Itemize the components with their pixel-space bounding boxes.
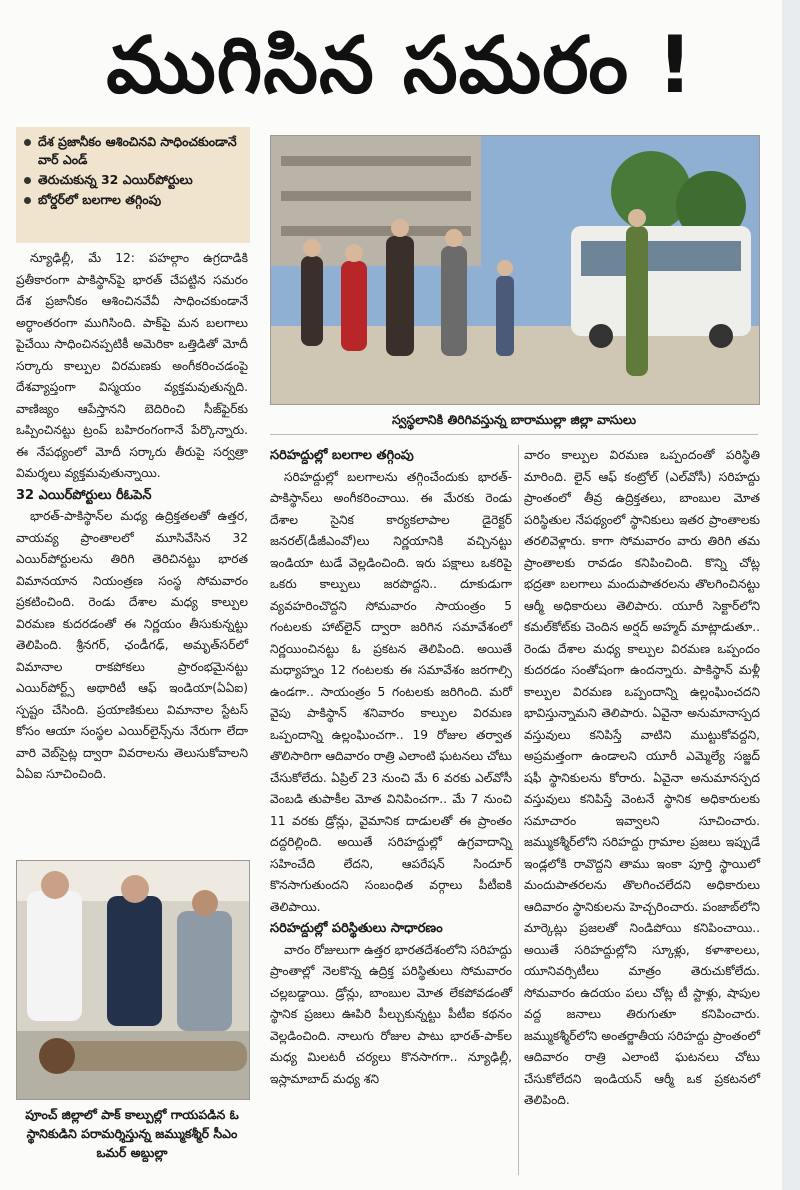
highlight-text: తెరుచుకున్న 32 ఎయిర్‌పోర్టులు bbox=[38, 172, 193, 187]
article-column-1 bbox=[16, 248, 248, 786]
bullet-icon bbox=[24, 177, 31, 184]
lead-paragraph: న్యూఢిల్లీ, మే 12: పహల్గాం ఉగ్రదాడికి ప్రతీకారంగా పాకిస్థాన్‌పై భారత్ చేపట్టిన సమరం దేశ ప్రజానీకం ఆశించినవేవీ సాధించకుండానే అర్ధాంతరంగా ముగిసింది. పాక్‌పై మన బలగాలు పైచేయి సాధించినప్పటికీ అమెరికా ఒత్తిడితో మోదీ సర్కారు కాల్పుల విరమణకు అంగీకరించడంపై దేశవ్యాప్తంగా విస్మయం వ్యక్తమవుతున్నది. వాణిజ్యం ఆపేస్తానని బెదిరించి సీజ్‌ఫైర్‌కు ఒప్పించినట్టు ట్రంప్ బహిరంగంగానే పేర్కొన్నారు. ఈ నేపథ్యంలో మోదీ సర్కారు తీరుపై సర్వత్రా విమర్శలు వ్యక్తమవుతున్నాయి. bbox=[16, 251, 248, 480]
subheading-border-forces: సరిహద్దుల్లో బలగాల తగ్గింపు bbox=[270, 448, 414, 463]
highlight-text: బోర్డర్‌లో బలగాల తగ్గింపు bbox=[38, 192, 162, 207]
small-photo-caption: పూంచ్ జిల్లాలో పాక్ కాల్పుల్లో గాయపడిన ఓ స్థానికుడిని పరామర్శిస్తున్న జమ్ముకశ్మీర్ సీఎం ఒమర్ అబ్దుల్లా bbox=[25, 1107, 239, 1160]
photo-illustration bbox=[271, 136, 759, 404]
divider bbox=[270, 434, 758, 435]
highlights-box bbox=[16, 127, 250, 243]
subheading-normal-conditions: సరిహద్దుల్లో పరిస్థితులు సాధారణం bbox=[270, 921, 443, 936]
paragraph-continued: వారం కాల్పుల విరమణ ఒప్పందంతో పరిస్థితి మారింది. లైన్ ఆఫ్ కంట్రోల్ (ఎల్‌వోసీ) సరిహద్దు ప్రాంతంలో తీవ్ర ఉద్రిక్తతలు, బాంబుల మోత పరిస్థితుల నేపథ్యంలో స్థానికులు ఇతర ప్రాంతాలకు తరలివెళ్లారు. కాగా సోమవారం వారు తిరిగి తమ ప్రాంతాలకు రావడం కనిపించింది. కొన్ని చోట్ల భద్రతా బలగాలు మందుపాతరలను తొలగించినట్టు ఆర్మీ అధికారులు తెలిపారు. యూరీ సెక్టార్‌లోని కమల్‌కోట్‌కు చెందిన అర్షద్ అహ్మద్ మాట్లాడుతూ.. రెండు దేశాల మధ్య కాల్పుల విరమణ ఒప్పందం కుదరడం సంతోషంగా ఉందన్నారు. పాకిస్థాన్ మళ్లీ కాల్పుల విరమణ ఒప్పందాన్ని ఉల్లంఘించదని భావిస్తున్నామని తెలిపారు. ఏవైనా అనుమానాస్పద వస్తువులు కనిపిస్తే వాటిని ముట్టుకోవద్దని, అప్రమత్తంగా ఉండాలని యూరీ ఎమ్మెల్యే సజ్జద్ షఫీ స్థానికులను కోరారు. ఏవైనా అనుమానస్పద వస్తువులు కనిపిస్తే వెంటనే స్థానిక అధికారులకు సమాచారం ఇవ్వాలని సూచించారు. జమ్ముకశ్మీర్‌లోని సరిహద్దు గ్రామాల ప్రజలు ఇప్పుడే ఇండ్లలోకి రావొద్దని తాము ఇంకా పూర్తి స్థాయిలో మందుపాతరలను తొలగించలేదని అధికారులు ఆదివారం స్థానికులను హెచ్చరించారు. పంజాబ్‌లోని మార్కెట్లు ప్రజలతో నిండిపోయి కనిపించాయి.. అయితే సరిహద్దుల్లోని స్కూళ్లు, కళాశాలలు, యూనివర్సిటీలు మాత్రం తెరుచుకోలేదు. సోమవారం ఉదయం పలు చోట్ల టీ స్టాళ్లు, షాపుల వద్ద జనాలు తిరుగుతూ కనిపించారు. జమ్ముకశ్మీర్‌లోని అంతర్జాతీయ సరిహద్దు ప్రాంతంలో ఆదివారం రాత్రి ఎలాంటి ఘటనలు చోటు చేసుకోలేదని ఇండియన్ ఆర్మీ ఒక ప్రకటనలో తెలిపింది. bbox=[524, 448, 760, 1107]
paragraph-normal-conditions: వారం రోజులుగా ఉత్తర భారతదేశంలోని సరిహద్దు ప్రాంతాల్లో నెలకొన్న ఉద్రిక్త పరిస్థితులు సోమవారం చల్లబడ్డాయి. డ్రోన్లు, బాంబుల మోత లేకపోవడంతో స్థానిక ప్రజలు ఊపిరి పీల్చుకున్నట్టు పీటీఐ కథనం వెల్లడించింది. నాలుగు రోజుల పాటు భారత్-పాక్‌ల మధ్య మిలటరీ చర్యలు కొనసాగగా.. న్యూఢిల్లీ, ఇస్లామాబాద్ మధ్య శని bbox=[270, 942, 512, 1086]
subheading-airports: 32 ఎయిర్‌పోర్టులు రీఓపెన్ bbox=[16, 487, 152, 503]
paragraph-airports: భారత్-పాకిస్థాన్‌ల మధ్య ఉద్రిక్తతలతో ఉత్తర, వాయవ్య ప్రాంతాలలో మూసివేసిన 32 ఎయిర్‌పోర్టులను తిరిగి తెరిచినట్టు భారత విమానయాన నియంత్రణ సంస్థ సోమవారం ప్రకటించింది. రెండు దేశాల మధ్య కాల్పుల విరమణ కుదరడంతో ఈ నిర్ణయం తీసుకున్నట్టు తెలిపింది. శ్రీనగర్, ఛండీగఢ్, అమృత్‌సర్‌లో విమానాల రాకపోకలు ప్రారంభమైనట్టు ఎయిర్‌పోర్ట్స్ అథారిటీ ఆఫ్ ఇండియా(ఏఏఐ) స్పష్టం చేసింది. ప్రయాణికులు విమానాల స్టేటస్ కోసం ఆయా సంస్థల ఎయిర్‌లైన్స్‌ను నేరుగా లేదా వారి వెబ్‌సైట్ల ద్వారా వివరాలను తెలుసుకోవాలని ఏఏఐ సూచించింది. bbox=[16, 509, 248, 781]
headline: ముగిసిన సమరం ! bbox=[106, 21, 694, 111]
bullet-icon bbox=[24, 197, 31, 204]
photo-returning-residents bbox=[270, 135, 760, 405]
photo-cm-hospital-visit bbox=[16, 860, 250, 1100]
highlight-item bbox=[24, 133, 242, 169]
article-column-3 bbox=[524, 445, 760, 1112]
main-photo-caption: స్వస్థలానికి తిరిగివస్తున్న బారాముల్లా జిల్లా వాసులు bbox=[391, 412, 637, 427]
paragraph-border-forces: సరిహద్దుల్లో బలగాలను తగ్గించేందుకు భారత్-పాకిస్థాన్‌లు అంగీకరించాయి. ఈ మేరకు రెండు దేశాల సైనిక కార్యకలాపాల డైరెక్టర్ జనరల్(డీజీఎంవో)లు నిర్ణయానికి వచ్చినట్టు ఇండియా టుడే వెల్లడించింది. ఇరు పక్షాలు ఒకరిపై ఒకరు కాల్పులు జరపొద్దని.. దూకుడుగా వ్యవహరించొద్దని సోమవారం సాయంత్రం 5 గంటలకు హాట్‌లైన్ ద్వారా జరిగిన సమావేశంలో నిర్ణయించినట్టు ఓ ప్రకటన తెలిపింది. అయితే మధ్యాహ్నం 12 గంటలకు ఈ సమావేశం జరగాల్సి ఉండగా.. సాయంత్రం 5 గంటలకు జరిగింది. మరో వైపు పాకిస్థాన్ శనివారం కాల్పుల విరమణ ఒప్పందాన్ని ఉల్లంఘించగా.. 19 రోజుల తర్వాత తొలిసారిగా ఆదివారం రాత్రి ఎలాంటి ఘటనలు చోటు చేసుకోలేదు. ఏప్రిల్ 23 నుంచి మే 6 వరకు ఎల్‌వోసీ వెంబడి తుపాకీల మోత వినిపించగా.. మే 7 నుంచి 11 వరకు డ్రోన్లు, వైమానిక దాడులతో ఈ ప్రాంతం దద్దరిల్లింది. అయితే సరిహద్దుల్లో ఉగ్రవాదాన్ని సహించేది లేదని, ఆపరేషన్ సిందూర్ కొనసాగుతుందని సంబంధిత వర్గాలు పీటీఐకి తెలిపాయి. bbox=[270, 469, 512, 914]
page-edge bbox=[782, 0, 800, 1190]
highlight-text: దేశ ప్రజానీకం ఆశించినవి సాధించకుండానే వార్ ఎండ్ bbox=[38, 134, 237, 167]
highlight-item bbox=[24, 171, 242, 189]
bullet-icon bbox=[24, 139, 31, 146]
column-divider bbox=[518, 445, 519, 1175]
article-column-2 bbox=[270, 445, 512, 1090]
highlight-item bbox=[24, 191, 242, 209]
photo-illustration bbox=[17, 861, 249, 1099]
